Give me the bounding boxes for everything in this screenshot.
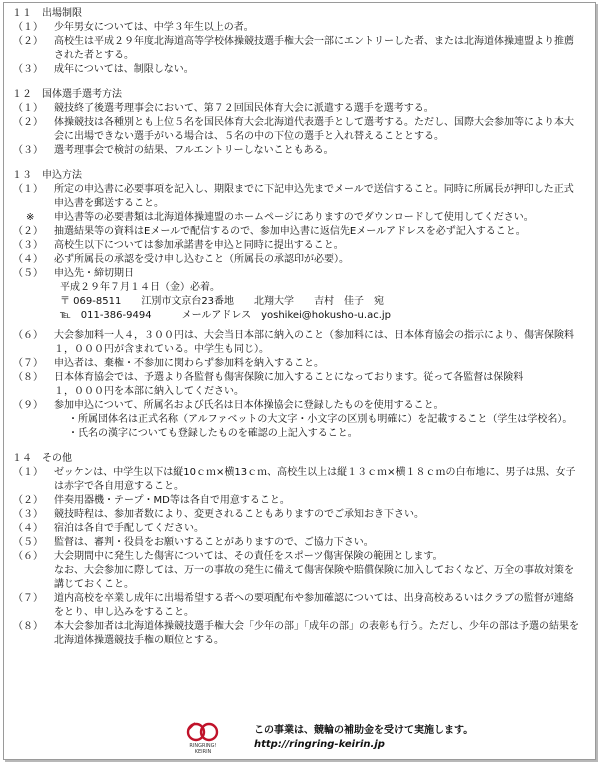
- list-item: [12, 592, 590, 620]
- item-number: （３）: [13, 64, 43, 75]
- contact: ℡ 011-386-9494 メールアドレス yoshikei@hokusho-u.ac.jp: [60, 310, 391, 321]
- list-item: [12, 239, 590, 253]
- list-item: [12, 102, 590, 116]
- bullet-item: ・氏名の漢字についても登録したものを確認の上記入すること。: [68, 428, 358, 439]
- section-13: [12, 169, 590, 441]
- item-text: 競技時程は、参加者数により、変更されることもありますのでご承知おき下さい。: [54, 509, 424, 520]
- item-text: 選考理事会で検討の結果、フルエントリーしないこともある。: [54, 145, 334, 156]
- item-number: （１）: [13, 22, 43, 33]
- item-text: 少年男女については、中学３年生以上の者。: [54, 22, 254, 33]
- item-number: （４）: [13, 254, 43, 265]
- bullet-item: ・所属団体名は正式名称（アルファベットの大文字・小文字の区別も明確に）を記載すること（学生は学校名）。: [68, 414, 573, 425]
- item-number: （８）: [13, 372, 43, 383]
- list-item: [12, 116, 590, 144]
- item-text: 道内高校を卒業し成年に出場希望する者への要項配布や参加確認については、出身高校あるいはクラブの監督が連絡 をとり、申し込みをすること。: [54, 593, 574, 618]
- item-number: （７）: [13, 593, 43, 604]
- item-number: （１）: [13, 103, 43, 114]
- item-text: 監督は、審判・役員をお願いすることがありますので、ご協力下さい。: [54, 537, 374, 548]
- list-item: [12, 253, 590, 267]
- item-number: （５）: [13, 268, 43, 279]
- item-text: 抽選結果等の資料はEメールで配信するので、参加申込書に返信先Eメールアドレスを必ず記入すること。: [54, 226, 526, 237]
- item-text: 所定の申込書に必要事項を記入し、期限までに下記申込先までメールで送信すること。同時に所属長が押印した正式 申込書を郵送すること。: [54, 184, 574, 209]
- section-11-title: １１ 出場制限: [12, 8, 82, 19]
- section-11: [12, 7, 590, 77]
- list-item: [12, 550, 590, 592]
- note-text: 申込書等の必要書類は北海道体操連盟のホームページにありますのでダウンロードして使用してください。: [54, 212, 534, 223]
- item-number: （８）: [13, 621, 43, 632]
- item-number: （３）: [13, 240, 43, 251]
- item-number: （７）: [13, 358, 43, 369]
- item-text: 体操競技は各種別とも上位５名を国民体育大会北海道代表選手として選考する。ただし、国際大会参加等により本大 会に出場できない選手がいる場合は、５名の中の下位の選手と入れ替えることとする。: [54, 117, 574, 142]
- item-number: （１）: [13, 467, 43, 478]
- item-text: 競技終了後選考理事会において、第７２回国民体育大会に派遣する選手を選考する。: [54, 103, 434, 114]
- item-number: （２）: [13, 495, 43, 506]
- item-number: （９）: [13, 400, 43, 411]
- item-text: 申込先・締切期日: [54, 268, 134, 279]
- item-text: 高校生以下については参加承諾書を申込と同時に提出すること。: [54, 240, 344, 251]
- list-item: [12, 21, 590, 35]
- item-text: 高校生は平成２９年度北海道高等学校体操競技選手権大会一部にエントリーした者、または北海道体操連盟より推薦 された者とする。: [54, 36, 574, 61]
- list-item: [12, 508, 590, 522]
- list-item: [12, 522, 590, 536]
- list-item: [12, 371, 590, 399]
- list-item: [12, 466, 590, 494]
- logo-text: RINGRING! KEIRIN: [189, 743, 217, 755]
- item-number: （３）: [13, 145, 43, 156]
- item-text: ゼッケンは、中学生以下は縦10ｃｍ×横13ｃｍ、高校生以上は縦１３ｃｍ×横１８ｃｍの白布地に、男子は黒、女子 は赤字で各自用意すること。: [54, 467, 576, 492]
- section-14: [12, 452, 590, 648]
- item-text: 日本体育協会では、予選より各監督も傷害保険に加入することになっております。従って各監督は保険料 １，０００円を本部に納入してください。: [54, 372, 524, 397]
- item-text: 伴奏用器機・テープ・MD等は各自で用意すること。: [54, 495, 290, 506]
- list-item: [12, 35, 590, 63]
- list-item: [12, 329, 590, 357]
- section-12-title: １２ 国体選手選考方法: [12, 89, 122, 100]
- note-item: [12, 211, 590, 225]
- item-text: 成年については、制限しない。: [54, 64, 194, 75]
- footer: [4, 713, 595, 759]
- item-text: 大会期間中に発生した傷害については、その責任をスポーツ傷害保険の範囲とします。 なお、大会参加に際しては、万一の事故の発生に備えて傷害保険や賠償保険に加入しておくなど、万全の事故対策を 講じておくこと。: [54, 551, 574, 590]
- list-item: [12, 63, 590, 77]
- deadline: 平成２９年７月１４日（金）必着。: [60, 282, 220, 293]
- item-text: 必ず所属長の承認を受け申し込むこと（所属長の承認印が必要）。: [54, 254, 349, 265]
- item-text: 宿泊は各自で手配してください。: [54, 523, 204, 534]
- list-item: [12, 144, 590, 158]
- item-number: （２）: [13, 36, 43, 47]
- item-number: （２）: [13, 117, 43, 128]
- item-text: 参加申込について、所属名および氏名は日本体操協会に登録したものを使用すること。: [54, 400, 444, 411]
- document-page: [3, 2, 596, 760]
- list-item: [12, 267, 590, 281]
- item-text: 申込者は、棄権・不参加に関わらず参加料を納入すること。: [54, 358, 324, 369]
- section-12: [12, 88, 590, 158]
- item-number: （６）: [13, 330, 43, 341]
- item-number: （３）: [13, 509, 43, 520]
- item-number: （６）: [13, 551, 43, 562]
- item-number: （５）: [13, 537, 43, 548]
- document-content: [12, 7, 590, 659]
- footer-notice: この事業は、競輪の補助金を受けて実施します。: [254, 725, 474, 736]
- footer-url-link[interactable]: http://ringring-keirin.jp: [254, 739, 385, 750]
- item-number: （２）: [13, 226, 43, 237]
- section-14-title: １４ その他: [12, 453, 72, 464]
- list-item: [12, 225, 590, 239]
- note-mark: ※: [26, 212, 35, 223]
- item-text: 本大会参加者は北海道体操競技選手権大会「少年の部」「成年の部」の表彰も行う。ただし、少年の部は予選の結果を 北海道体操選競技手権の順位とする。: [54, 621, 579, 646]
- list-item: [12, 399, 590, 413]
- list-item: [12, 357, 590, 371]
- section-13-title: １３ 申込方法: [12, 170, 82, 181]
- list-item: [12, 494, 590, 508]
- list-item: [12, 620, 590, 648]
- list-item: [12, 536, 590, 550]
- item-number: （１）: [13, 184, 43, 195]
- list-item: [12, 183, 590, 211]
- item-number: （４）: [13, 523, 43, 534]
- item-text: 大会参加料一人４，３００円は、大会当日本部に納入のこと（参加料には、日本体育協会の指示により、傷害保険料 １，０００円が含まれている。中学生も同じ）。: [54, 330, 574, 355]
- address: 〒 069-8511 江別市文京台23番地 北翔大学 吉村 佳子 宛: [60, 296, 385, 307]
